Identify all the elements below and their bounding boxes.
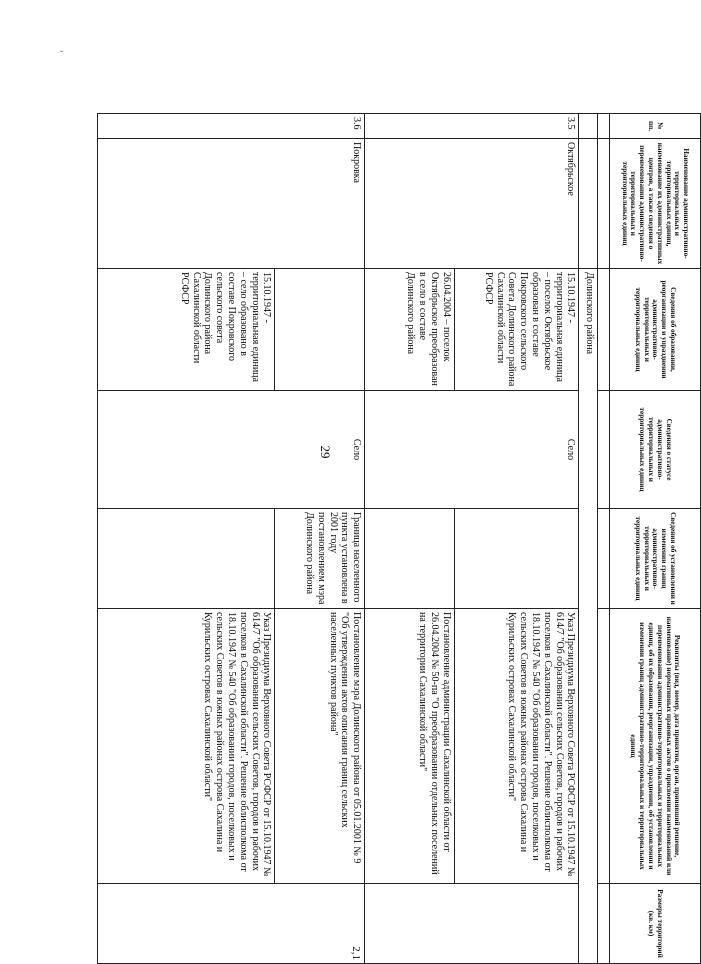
legal-docs: Постановление мэра Долинского района от 05.01.2001 № 9 "Об утверждении актов описания границ сельских населенных пунктов района" xyxy=(275,609,365,884)
status-info: Село xyxy=(98,391,365,509)
blank-cell xyxy=(598,269,610,391)
settlement-name: Покровка xyxy=(98,139,365,269)
formation-info: 15.10.1947 - территориальная единица – село образовано в составе Покровского сельского совета Долинского района Сахалинской области РСФСР xyxy=(98,269,275,391)
registry-table xyxy=(97,113,701,964)
boundaries-info xyxy=(365,509,455,609)
area-value: 2,1 xyxy=(98,884,365,964)
header-row xyxy=(610,114,701,964)
table-row xyxy=(275,114,365,964)
column-header-name: Наименование административно-территориальных и территориальных единиц, наименование их административных центров, а также сведения о переименовании административно-территориальных и территориальных единиц xyxy=(610,139,701,269)
blank-cell xyxy=(598,884,610,964)
page-number: 29 xyxy=(318,445,333,459)
blank-cell xyxy=(598,609,610,884)
section-empty-cell xyxy=(579,139,598,269)
section-row xyxy=(579,114,598,964)
legal-docs: Постановление администрации Сахалинской области от 26.04.2004 № 50-па "О преобразовании отдельных поселений на территории Сахалинской области" xyxy=(365,609,455,884)
status-info: Село xyxy=(365,391,579,509)
legal-docs: Указ Президиума Верховного Совета РСФСР от 15.10.1947 № 614/7 "Об образовании сельских Советов, городов и рабочих поселков в Сахалинской области". Решение облисполкома от 18.10.1947 № 540 "Об образовании городов, поселковых и сельских Советов в южных районах острова Сахалина и Курильских островах Сахалинской области" xyxy=(98,609,275,884)
blank-cell xyxy=(598,114,610,139)
formation-info: 15.10.1947 - территориальная единица – поселок Октябрьское образован в составе Покровского сельского Совета Долинского района Сахалинской области РСФСР xyxy=(454,269,579,391)
column-header-area: Размеры территорий (кв. км) xyxy=(610,884,701,964)
column-header-status: Сведения о статусе административно-территориальных и территориальных единиц xyxy=(610,391,701,509)
column-header-formation: Сведения об образовании, реорганизации и упразднении административно-территориальных и территориальных единиц xyxy=(610,269,701,391)
section-empty-cell xyxy=(579,114,598,139)
boundaries-info xyxy=(98,509,275,609)
row-number: 3.5 xyxy=(365,114,579,139)
registry-table-sheet xyxy=(97,113,701,963)
settlement-name: Октябрьское xyxy=(365,139,579,269)
corner-mark: ˘ xyxy=(60,50,64,61)
section-title: Долинского района xyxy=(579,269,598,964)
area-value xyxy=(365,884,579,964)
blank-row xyxy=(598,114,610,964)
formation-info xyxy=(275,269,365,391)
blank-cell xyxy=(598,509,610,609)
column-header-docs: Реквизиты (вид, номер, дата принятия, орган, принявший решение, наименование) нормативных правовых актов о присвоении наименований или переименовании административно-территориальных и территориальных единиц, об их образовании, реорганизации, упразднении, об установлении и изменении границ административно-территориальных и территориальных единиц xyxy=(610,609,701,884)
table-row xyxy=(454,114,579,964)
legal-docs: Указ Президиума Верховного Совета РСФСР от 15.10.1947 № 614/7 "Об образовании сельских Советов, городов и рабочих поселков в Сахалинской области". Решение облисполкома от 18.10.1947 № 540 "Об образовании городов, поселковых и сельских Советов в южных районах острова Сахалина и Курильских островах Сахалинской области" xyxy=(454,609,579,884)
boundaries-info: Граница населенного пункта установлена в 2001 году постановлением мэра Долинского района xyxy=(275,509,365,609)
blank-cell xyxy=(598,391,610,509)
column-header-num: № пп. xyxy=(610,114,701,139)
blank-cell xyxy=(598,139,610,269)
row-number: 3.6 xyxy=(98,114,365,139)
formation-info: 26.04.2004 – поселок Октябрьское преобразован в село в составе Долинского района xyxy=(365,269,455,391)
column-header-boundaries: Сведения об установлении и изменении границ административно-территориальных и территориальных единиц xyxy=(610,509,701,609)
boundaries-info xyxy=(454,509,579,609)
